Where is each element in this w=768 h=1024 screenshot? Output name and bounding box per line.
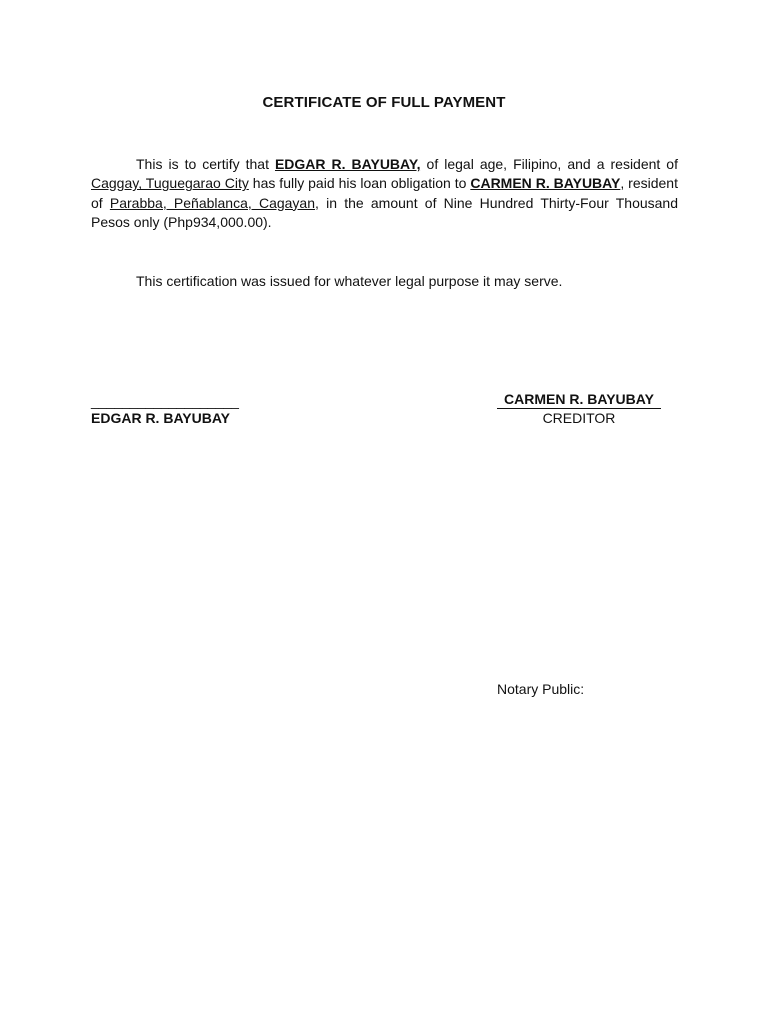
notary-public-label: Notary Public:: [497, 681, 585, 697]
page-title: CERTIFICATE OF FULL PAYMENT: [262, 94, 506, 111]
paragraph-text-5: , in the amount of Nine Hundred Thirty-Four Thousand Pesos only (Php934,000.00).: [91, 194, 678, 230]
signatory-name-creditor: CARMEN R. BAYUBAY: [497, 391, 661, 409]
paragraph-text-1: This is to certify that: [136, 156, 275, 172]
creditor-address: Parabba, Peñablanca, Cagayan: [109, 194, 316, 211]
debtor-name: EDGAR R. BAYUBAY,: [274, 156, 421, 172]
paragraph-text-2: of legal age, Filipino, and a resident of: [420, 156, 678, 172]
creditor-name-inline: CARMEN R. BAYUBAY: [470, 175, 621, 192]
paragraph-text-4: , resident of: [91, 175, 678, 211]
debtor-address: Caggay, Tuguegarao City: [91, 175, 249, 192]
signature-line-left: ___________________: [91, 393, 239, 409]
purpose-statement: This certification was issued for whatever legal purpose it may serve.: [136, 273, 563, 289]
signature-block-creditor: [497, 391, 661, 426]
paragraph-text-3: has fully paid his loan obligation to: [248, 175, 471, 192]
certification-paragraph: [91, 155, 678, 232]
signatory-role-creditor: CREDITOR: [542, 410, 616, 426]
signatory-name-debtor: EDGAR R. BAYUBAY: [91, 410, 230, 426]
